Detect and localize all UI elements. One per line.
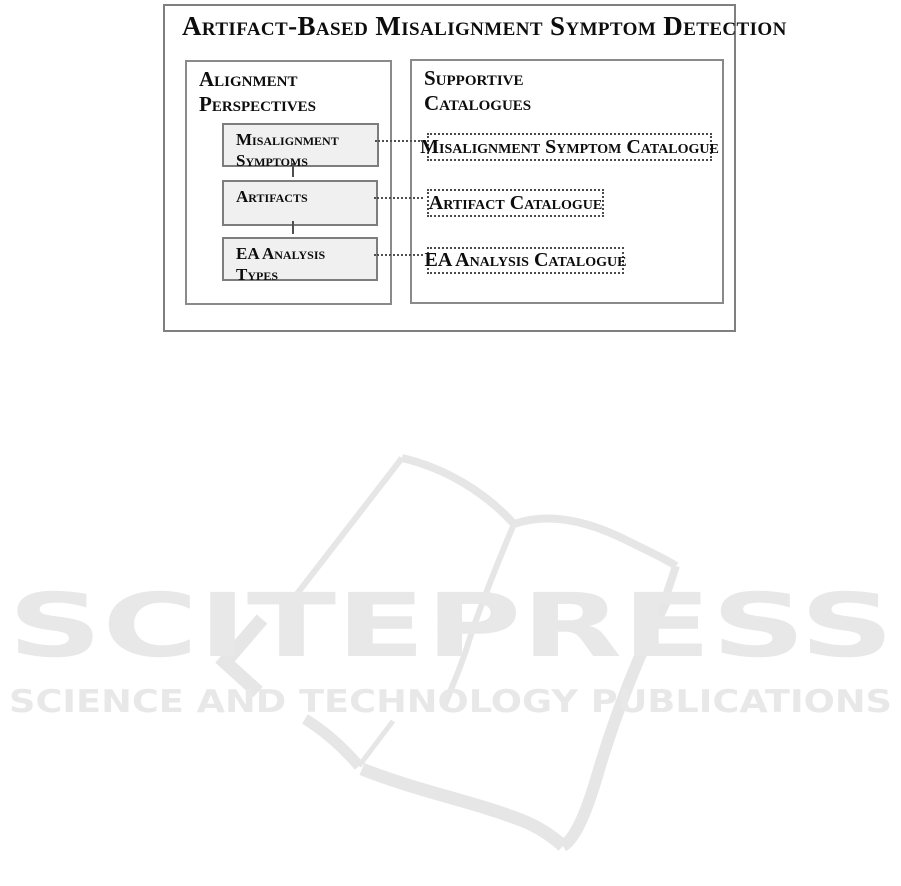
watermark-logo-text: SCITEPRESS — [8, 574, 894, 677]
connector-artifact-catalogue — [374, 197, 423, 199]
connector-symptoms-catalogue — [375, 140, 423, 142]
catalogue-label: EA Analysis Catalogue — [424, 249, 627, 271]
catalogue-label: Misalignment Symptom Catalogue — [420, 135, 719, 158]
node-label-line: Misalignment — [236, 130, 339, 149]
header-line: Alignment — [199, 67, 298, 91]
header-line: Supportive — [424, 66, 524, 90]
catalogue-label: Artifact Catalogue — [428, 191, 603, 214]
node-label-line: Symptoms — [236, 151, 308, 170]
node-label-line: EA Analysis — [236, 244, 326, 263]
catalogue-misalignment-symptom — [420, 133, 719, 161]
header-line: Catalogues — [424, 91, 532, 115]
alignment-perspectives-panel — [185, 60, 392, 305]
watermark-tagline-text: SCIENCE AND TECHNOLOGY PUBLICATIONS — [9, 684, 892, 720]
alignment-perspectives-header — [199, 67, 316, 117]
catalogue-ea-analysis — [424, 247, 627, 274]
node-misalignment-symptoms — [222, 123, 379, 170]
supportive-catalogues-panel — [410, 59, 724, 304]
figure-title: Artifact-Based Misalignment Symptom Detection — [182, 11, 787, 41]
node-label-line: Types — [236, 265, 279, 284]
connector-symptoms-artifacts — [292, 163, 294, 177]
figure-frame — [163, 4, 787, 332]
node-artifacts — [222, 180, 378, 226]
supportive-catalogues-header — [424, 66, 531, 116]
header-line: Perspectives — [199, 92, 317, 116]
connector-eaanalysis-catalogue — [374, 254, 423, 256]
connector-artifacts-eatypes — [292, 221, 294, 234]
catalogue-artifact — [427, 189, 604, 217]
node-label-line: Artifacts — [236, 187, 308, 206]
node-ea-analysis-types — [222, 237, 378, 284]
